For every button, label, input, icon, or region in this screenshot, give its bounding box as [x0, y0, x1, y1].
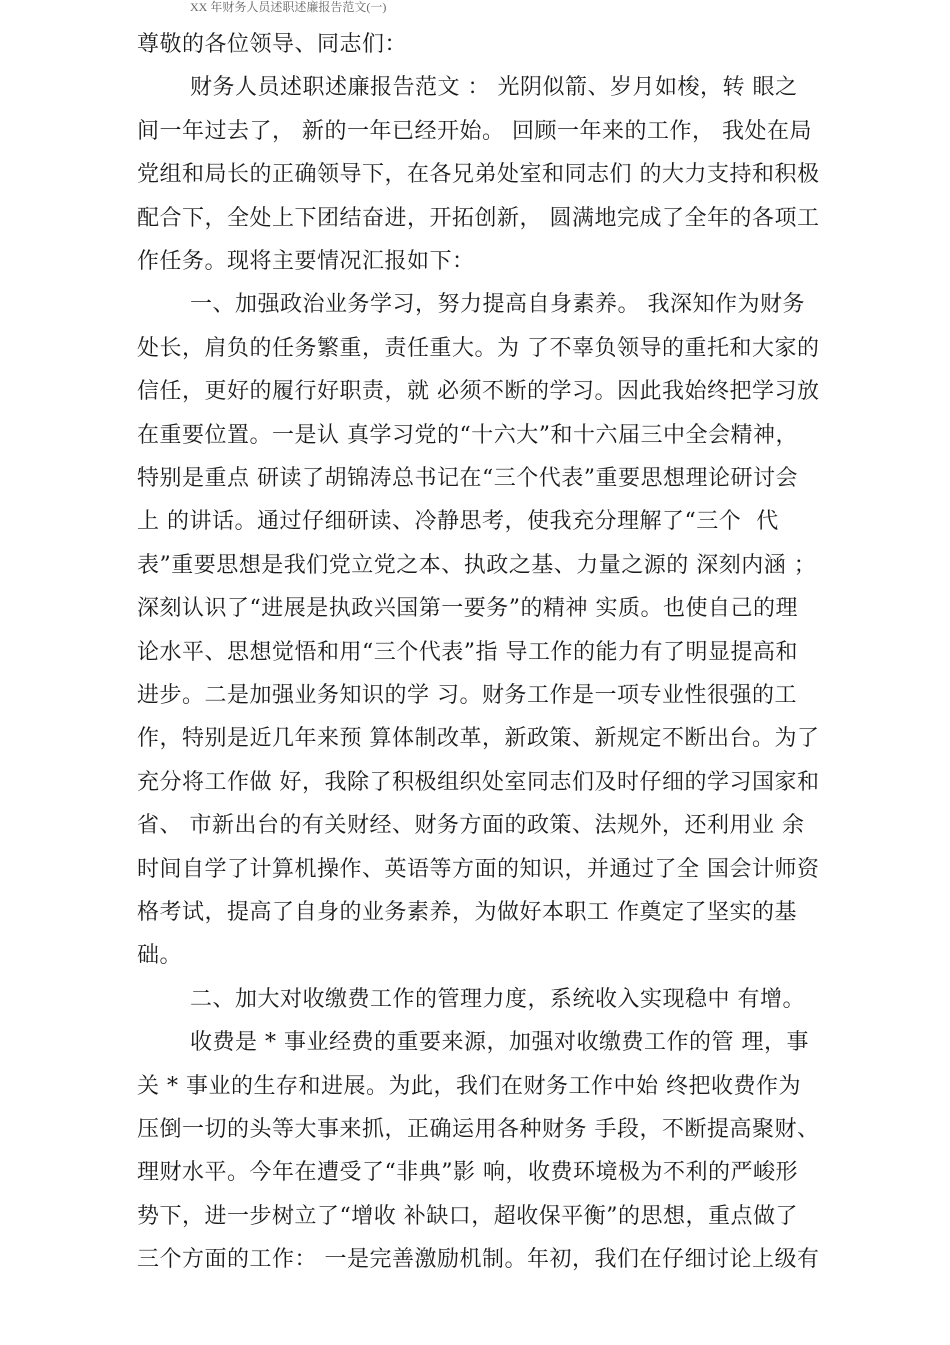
- text-line: 础。: [137, 943, 183, 968]
- text-line: 深刻认识了“进展是执政兴国第一要务”的精神 实质。也使自己的理: [137, 596, 798, 621]
- text-line: 特别是重点 研读了胡锦涛总书记在“三个代表”重要思想理论研讨会: [137, 466, 798, 491]
- text-line: 势下，进一步树立了“增收 补缺口，超收保平衡”的思想，重点做了: [137, 1204, 798, 1229]
- text-line: 收费是 * 事业经费的重要来源，加强对收缴费工作的管 理，事: [190, 1030, 809, 1055]
- text-line: 论水平、思想觉悟和用“三个代表”指 导工作的能力有了明显提高和: [137, 640, 798, 665]
- text-line: 时间自学了计算机操作、英语等方面的知识，并通过了全 国会计师资: [137, 857, 820, 882]
- text-line: 三个方面的工作： 一是完善激励机制。年初，我们在仔细讨论上级有: [137, 1247, 820, 1272]
- text-line: 财务人员述职述廉报告范文 ： 光阴似箭、岁月如梭，转 眼之: [190, 75, 798, 100]
- text-line: 间一年过去了， 新的一年已经开始。 回顾一年来的工作， 我处在局: [137, 119, 812, 144]
- text-line: 表”重要思想是我们党立党之本、执政之基、力量之源的 深刻内涵 ；: [137, 553, 817, 578]
- text-line: 配合下，全处上下团结奋进，开拓创新， 圆满地完成了全年的各项工: [137, 206, 820, 231]
- text-line: 在重要位置。一是认 真学习党的“十六大”和十六届三中全会精神，: [137, 423, 798, 448]
- page-header: XX 年财务人员述职述廉报告范文(一): [190, 0, 387, 14]
- text-line: 压倒一切的头等大事来抓，正确运用各种财务 手段，不断提高聚财、: [137, 1117, 820, 1142]
- text-line: 理财水平。今年在遭受了“非典”影 响，收费环境极为不利的严峻形: [137, 1160, 798, 1185]
- text-line: 处长，肩负的任务繁重，责任重大。为 了不辜负领导的重托和大家的: [137, 336, 820, 361]
- text-line: 作任务。现将主要情况汇报如下：: [137, 249, 475, 274]
- text-line: 关 * 事业的生存和进展。为此，我们在财务工作中始 终把收费作为: [137, 1074, 801, 1099]
- text-line: 充分将工作做 好，我除了积极组织处室同志们及时仔细的学习国家和: [137, 770, 820, 795]
- text-line: 省、 市新出台的有关财经、财务方面的政策、法规外，还利用业 余: [137, 813, 805, 838]
- text-line: 一、加强政治业务学习，努力提高自身素养。 我深知作为财务: [190, 292, 805, 317]
- text-line: 二、加大对收缴费工作的管理力度，系统收入实现稳中 有增。: [190, 987, 805, 1012]
- text-line: 尊敬的各位领导、同志们：: [137, 32, 408, 57]
- text-line: 党组和局长的正确领导下，在各兄弟处室和同志们 的大力支持和积极: [137, 162, 820, 187]
- text-line: 信任，更好的履行好职责，就 必须不断的学习。因此我始终把学习放: [137, 379, 820, 404]
- text-line: 进步。二是加强业务知识的学 习。财务工作是一项专业性很强的工: [137, 683, 797, 708]
- text-line: 格考试，提高了自身的业务素养，为做好本职工 作奠定了坚实的基: [137, 900, 797, 925]
- text-line: 作，特别是近几年来预 算体制改革，新政策、新规定不断出台。为了: [137, 726, 820, 751]
- text-line: 上 的讲话。通过仔细研读、冷静思考，使我充分理解了“三个 代: [137, 509, 779, 534]
